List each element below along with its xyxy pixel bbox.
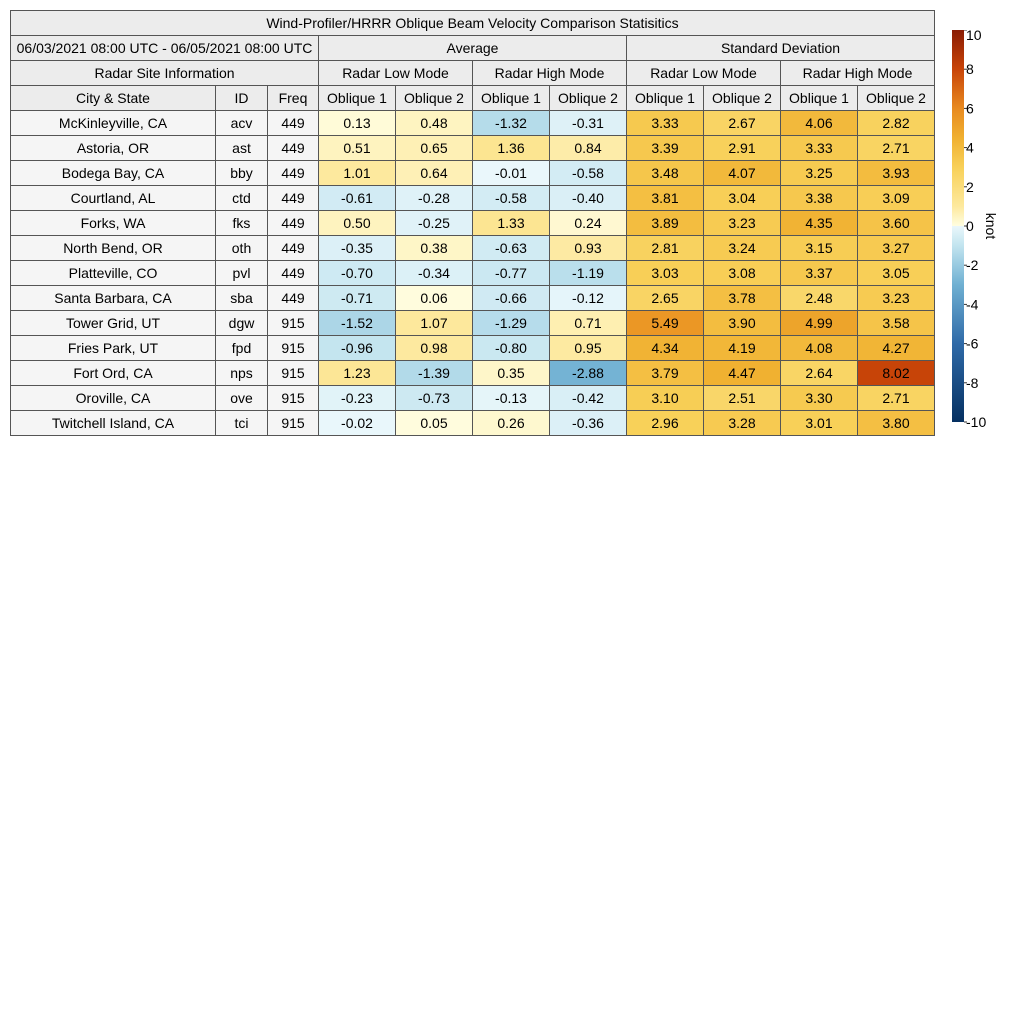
colorbar-tick-label: 0 <box>966 218 974 234</box>
average-value-cell: 0.26 <box>473 411 550 436</box>
std-deviation-value-cell: 2.71 <box>858 386 935 411</box>
std-deviation-value-cell: 3.05 <box>858 261 935 286</box>
table-row <box>11 411 935 436</box>
site-city-cell: North Bend, OR <box>11 236 216 261</box>
colorbar-tick-label: 6 <box>966 100 974 117</box>
site-city-cell: Bodega Bay, CA <box>11 161 216 186</box>
average-value-cell: -0.01 <box>473 161 550 186</box>
site-id-cell: ctd <box>216 186 268 211</box>
site-id-cell: acv <box>216 111 268 136</box>
average-value-cell: -0.66 <box>473 286 550 311</box>
std-deviation-value-cell: 2.48 <box>781 286 858 311</box>
site-freq-cell: 449 <box>268 161 319 186</box>
site-freq-cell: 915 <box>268 386 319 411</box>
site-id-cell: pvl <box>216 261 268 286</box>
std-deviation-value-cell: 3.78 <box>704 286 781 311</box>
average-value-cell: 1.36 <box>473 136 550 161</box>
site-city-cell: Forks, WA <box>11 211 216 236</box>
std-deviation-value-cell: 3.23 <box>704 211 781 236</box>
site-city-cell: Platteville, CO <box>11 261 216 286</box>
std-deviation-value-cell: 4.19 <box>704 336 781 361</box>
average-value-cell: -0.96 <box>319 336 396 361</box>
average-value-cell: 0.38 <box>396 236 473 261</box>
std-deviation-value-cell: 3.93 <box>858 161 935 186</box>
site-city-cell: Oroville, CA <box>11 386 216 411</box>
std-deviation-value-cell: 2.67 <box>704 111 781 136</box>
table-row <box>11 311 935 336</box>
average-value-cell: 0.13 <box>319 111 396 136</box>
std-deviation-value-cell: 3.24 <box>704 236 781 261</box>
average-value-cell: -1.32 <box>473 111 550 136</box>
site-id-cell: bby <box>216 161 268 186</box>
average-value-cell: 0.84 <box>550 136 627 161</box>
mode-header-avg-low: Radar Low Mode <box>319 61 473 86</box>
site-freq-cell: 449 <box>268 236 319 261</box>
std-deviation-value-cell: 3.38 <box>781 186 858 211</box>
average-value-cell: -0.80 <box>473 336 550 361</box>
std-deviation-value-cell: 4.06 <box>781 111 858 136</box>
site-id-cell: oth <box>216 236 268 261</box>
column-header: Oblique 1 <box>319 86 396 111</box>
average-value-cell: -0.42 <box>550 386 627 411</box>
site-city-cell: Twitchell Island, CA <box>11 411 216 436</box>
colorbar-tick-label: 8 <box>966 61 974 78</box>
site-freq-cell: 449 <box>268 136 319 161</box>
std-deviation-value-cell: 3.27 <box>858 236 935 261</box>
std-deviation-value-cell: 2.81 <box>627 236 704 261</box>
column-header: Oblique 1 <box>473 86 550 111</box>
site-city-cell: Fries Park, UT <box>11 336 216 361</box>
std-deviation-value-cell: 3.28 <box>704 411 781 436</box>
average-value-cell: -0.61 <box>319 186 396 211</box>
average-value-cell: -1.19 <box>550 261 627 286</box>
average-value-cell: -1.52 <box>319 311 396 336</box>
site-id-cell: nps <box>216 361 268 386</box>
colorbar-tick-label: -10 <box>966 414 987 430</box>
column-header: City & State <box>11 86 216 111</box>
site-id-cell: fks <box>216 211 268 236</box>
average-value-cell: -0.34 <box>396 261 473 286</box>
table-row <box>11 186 935 211</box>
average-value-cell: 1.23 <box>319 361 396 386</box>
colorbar-tick-label: -6 <box>966 335 979 352</box>
average-value-cell: 0.05 <box>396 411 473 436</box>
std-deviation-value-cell: 3.48 <box>627 161 704 186</box>
table-row <box>11 361 935 386</box>
mode-header-avg-high: Radar High Mode <box>473 61 627 86</box>
std-deviation-value-cell: 3.01 <box>781 411 858 436</box>
average-value-cell: 0.98 <box>396 336 473 361</box>
site-city-cell: McKinleyville, CA <box>11 111 216 136</box>
colorbar-tick-label: 4 <box>966 139 974 156</box>
average-value-cell: -0.35 <box>319 236 396 261</box>
average-value-cell: -0.02 <box>319 411 396 436</box>
site-freq-cell: 915 <box>268 311 319 336</box>
table-body <box>11 111 935 436</box>
average-value-cell: -0.77 <box>473 261 550 286</box>
std-deviation-value-cell: 3.08 <box>704 261 781 286</box>
std-deviation-value-cell: 3.15 <box>781 236 858 261</box>
colorbar-label: knot <box>983 212 999 240</box>
std-deviation-value-cell: 3.33 <box>781 136 858 161</box>
column-header: Oblique 2 <box>858 86 935 111</box>
table-row <box>11 161 935 186</box>
std-deviation-value-cell: 2.91 <box>704 136 781 161</box>
colorbar-tick-label: -8 <box>966 374 979 391</box>
std-deviation-value-cell: 2.82 <box>858 111 935 136</box>
average-value-cell: -0.23 <box>319 386 396 411</box>
std-deviation-value-cell: 2.65 <box>627 286 704 311</box>
colorbar-tick-label: 2 <box>966 178 974 195</box>
std-deviation-value-cell: 4.99 <box>781 311 858 336</box>
average-value-cell: -0.63 <box>473 236 550 261</box>
std-deviation-value-cell: 3.37 <box>781 261 858 286</box>
table-title: Wind-Profiler/HRRR Oblique Beam Velocity Comparison Statisitics <box>11 11 935 36</box>
std-deviation-value-cell: 2.51 <box>704 386 781 411</box>
std-deviation-value-cell: 3.90 <box>704 311 781 336</box>
colorbar-tick-label: -4 <box>966 296 979 313</box>
average-value-cell: -1.29 <box>473 311 550 336</box>
average-value-cell: -0.12 <box>550 286 627 311</box>
std-deviation-value-cell: 4.27 <box>858 336 935 361</box>
mode-header-std-high: Radar High Mode <box>781 61 935 86</box>
std-deviation-value-cell: 2.96 <box>627 411 704 436</box>
comparison-table <box>10 10 935 436</box>
average-value-cell: 0.64 <box>396 161 473 186</box>
average-value-cell: -2.88 <box>550 361 627 386</box>
mode-header-std-low: Radar Low Mode <box>627 61 781 86</box>
std-deviation-value-cell: 2.71 <box>858 136 935 161</box>
site-freq-cell: 915 <box>268 411 319 436</box>
site-id-cell: fpd <box>216 336 268 361</box>
average-value-cell: -0.25 <box>396 211 473 236</box>
average-value-cell: 1.33 <box>473 211 550 236</box>
std-deviation-value-cell: 3.79 <box>627 361 704 386</box>
std-deviation-value-cell: 3.33 <box>627 111 704 136</box>
average-value-cell: -0.28 <box>396 186 473 211</box>
site-city-cell: Tower Grid, UT <box>11 311 216 336</box>
average-value-cell: 0.95 <box>550 336 627 361</box>
colorbar <box>950 30 1020 430</box>
column-header: Oblique 2 <box>396 86 473 111</box>
colorbar-tick-label: -2 <box>966 257 979 274</box>
table-row <box>11 336 935 361</box>
average-value-cell: 1.07 <box>396 311 473 336</box>
average-value-cell: 0.06 <box>396 286 473 311</box>
average-value-cell: 1.01 <box>319 161 396 186</box>
std-deviation-value-cell: 5.49 <box>627 311 704 336</box>
std-deviation-value-cell: 3.80 <box>858 411 935 436</box>
std-deviation-value-cell: 3.58 <box>858 311 935 336</box>
site-freq-cell: 449 <box>268 211 319 236</box>
site-city-cell: Santa Barbara, CA <box>11 286 216 311</box>
column-header-row <box>11 86 935 111</box>
average-value-cell: -0.71 <box>319 286 396 311</box>
average-value-cell: 0.24 <box>550 211 627 236</box>
average-value-cell: 0.51 <box>319 136 396 161</box>
std-deviation-value-cell: 3.25 <box>781 161 858 186</box>
site-city-cell: Astoria, OR <box>11 136 216 161</box>
average-header: Average <box>319 36 627 61</box>
column-header: Oblique 1 <box>781 86 858 111</box>
std-deviation-value-cell: 3.23 <box>858 286 935 311</box>
std-deviation-value-cell: 4.34 <box>627 336 704 361</box>
average-value-cell: 0.71 <box>550 311 627 336</box>
site-info-header: Radar Site Information <box>11 61 319 86</box>
table-row <box>11 286 935 311</box>
average-value-cell: -0.73 <box>396 386 473 411</box>
site-freq-cell: 449 <box>268 286 319 311</box>
std-deviation-value-cell: 3.81 <box>627 186 704 211</box>
table-row <box>11 236 935 261</box>
std-deviation-value-cell: 4.47 <box>704 361 781 386</box>
table-row <box>11 111 935 136</box>
std-deviation-value-cell: 3.09 <box>858 186 935 211</box>
average-value-cell: -0.31 <box>550 111 627 136</box>
std-deviation-value-cell: 2.64 <box>781 361 858 386</box>
column-header: Freq <box>268 86 319 111</box>
std-deviation-value-cell: 3.60 <box>858 211 935 236</box>
site-id-cell: dgw <box>216 311 268 336</box>
table-row <box>11 386 935 411</box>
column-header: Oblique 2 <box>704 86 781 111</box>
std-deviation-value-cell: 3.04 <box>704 186 781 211</box>
std-deviation-value-cell: 4.35 <box>781 211 858 236</box>
average-value-cell: -0.36 <box>550 411 627 436</box>
site-freq-cell: 915 <box>268 336 319 361</box>
date-range: 06/03/2021 08:00 UTC - 06/05/2021 08:00 UTC <box>11 36 319 61</box>
std-deviation-value-cell: 3.10 <box>627 386 704 411</box>
site-freq-cell: 449 <box>268 261 319 286</box>
colorbar-gradient <box>952 30 964 422</box>
colorbar-tick-label: 10 <box>966 30 982 43</box>
site-freq-cell: 449 <box>268 111 319 136</box>
average-value-cell: 0.50 <box>319 211 396 236</box>
site-id-cell: sba <box>216 286 268 311</box>
site-id-cell: ove <box>216 386 268 411</box>
average-value-cell: -0.40 <box>550 186 627 211</box>
column-header: Oblique 1 <box>627 86 704 111</box>
table-row <box>11 136 935 161</box>
site-id-cell: tci <box>216 411 268 436</box>
std-deviation-value-cell: 3.30 <box>781 386 858 411</box>
std-deviation-header: Standard Deviation <box>627 36 935 61</box>
average-value-cell: -1.39 <box>396 361 473 386</box>
average-value-cell: -0.70 <box>319 261 396 286</box>
std-deviation-value-cell: 3.89 <box>627 211 704 236</box>
std-deviation-value-cell: 4.07 <box>704 161 781 186</box>
site-city-cell: Fort Ord, CA <box>11 361 216 386</box>
average-value-cell: -0.58 <box>473 186 550 211</box>
average-value-cell: -0.58 <box>550 161 627 186</box>
std-deviation-value-cell: 3.03 <box>627 261 704 286</box>
site-id-cell: ast <box>216 136 268 161</box>
site-freq-cell: 449 <box>268 186 319 211</box>
column-header: Oblique 2 <box>550 86 627 111</box>
average-value-cell: 0.48 <box>396 111 473 136</box>
average-value-cell: 0.35 <box>473 361 550 386</box>
table-row <box>11 211 935 236</box>
std-deviation-value-cell: 8.02 <box>858 361 935 386</box>
site-freq-cell: 915 <box>268 361 319 386</box>
site-city-cell: Courtland, AL <box>11 186 216 211</box>
table-row <box>11 261 935 286</box>
column-header: ID <box>216 86 268 111</box>
average-value-cell: -0.13 <box>473 386 550 411</box>
average-value-cell: 0.65 <box>396 136 473 161</box>
std-deviation-value-cell: 4.08 <box>781 336 858 361</box>
std-deviation-value-cell: 3.39 <box>627 136 704 161</box>
average-value-cell: 0.93 <box>550 236 627 261</box>
